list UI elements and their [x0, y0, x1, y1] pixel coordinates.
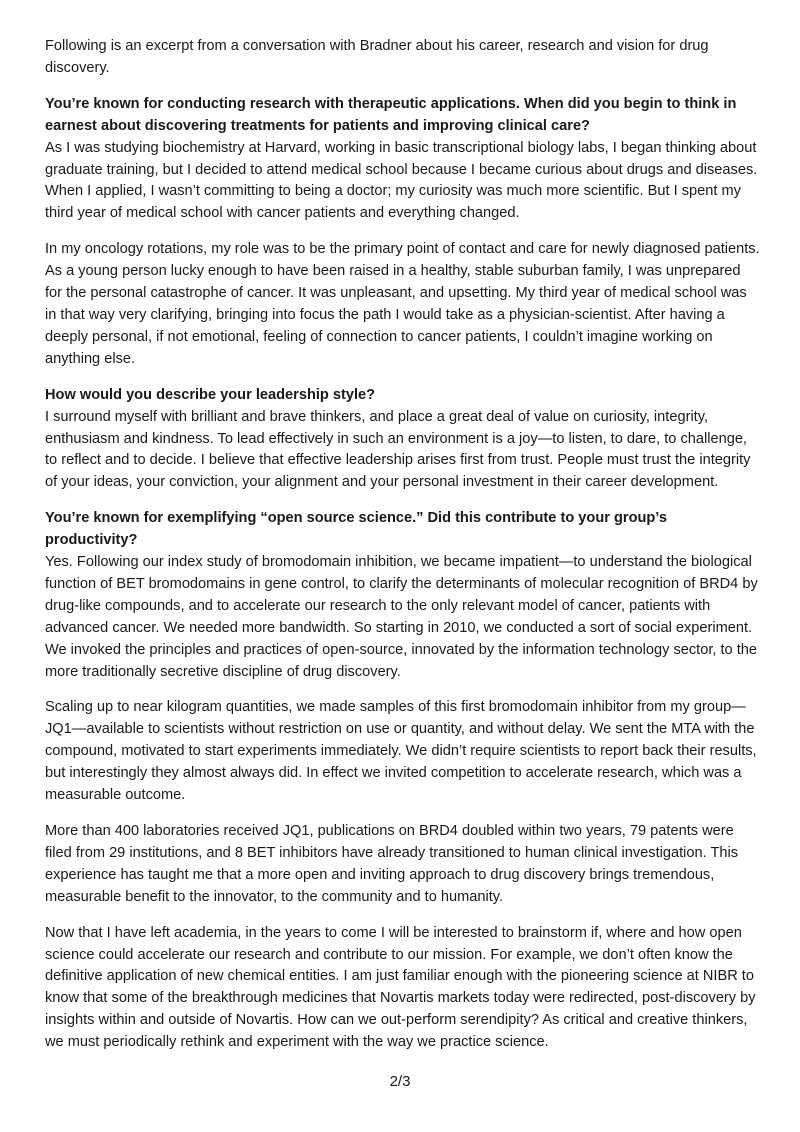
answer-paragraph: Yes. Following our index study of bromodomain inhibition, we became impatient—to understand the biological function of BET bromodomains in gene control, to clarify the determinants of molecular recognition of BRD4 by drug-like compounds, and to accelerate our research to the only relevant model of cancer, patients with advanced cancer. We needed more bandwidth. So starting in 2010, we conducted a sort of social experiment. We invoked the principles and practices of open-source, innovated by the information technology sector, to the more traditionally secretive discipline of drug discovery.	[45, 554, 758, 680]
question-heading: You’re known for conducting research with therapeutic applications. When did you begin to think in earnest about discovering treatments for patients and improving clinical care?	[45, 95, 737, 134]
answer-paragraph: Scaling up to near kilogram quantities, we made samples of this first bromodomain inhibitor from my group—JQ1—available to scientists without restriction on use or quantity, and without delay. We sent the MTA with the compound, motivated to start experiments immediately. We didn’t require scientists to report back their results, but interestingly they almost always did. In effect we invited competition to accelerate research, which was a measurable outcome.	[45, 699, 757, 804]
answer-paragraph: I surround myself with brilliant and brave thinkers, and place a great deal of value on curiosity, integrity, enthusiasm and kindness. To lead effectively in such an environment is a joy—to listen, to dare, to challenge, to reflect and to decide. I believe that effective leadership arises first from trust. People must trust the integrity of your ideas, your conviction, your alignment and your personal investment in their career development.	[45, 408, 751, 491]
answer-paragraph: More than 400 laboratories received JQ1, publications on BRD4 doubled within two years, 79 patents were filed from 29 institutions, and 8 BET inhibitors have already transitioned to human clinical investigation. This experience has taught me that a more open and inviting approach to drug discovery brings tremendous, measurable benefit to the innovator, to the community and to humanity.	[45, 823, 739, 905]
answer-paragraph: In my oncology rotations, my role was to be the primary point of contact and care for newly diagnosed patients. As a young person lucky enough to have been raised in a healthy, stable suburban family, I was unprepared for the personal catastrophe of cancer. It was unpleasant, and upsetting. My third year of medical school was in that way very clarifying, bringing into focus the path I would take as a physician-scientist. After having a deeply personal, if not emotional, feeling of connection to cancer patients, I couldn’t imagine working on anything else.	[45, 241, 760, 367]
question-heading: You’re known for exemplifying “open source science.” Did this contribute to your group’s productivity?	[45, 510, 667, 549]
question-heading: How would you describe your leadership style?	[45, 386, 376, 403]
page-number: 2/3	[389, 1073, 411, 1090]
intro-paragraph: Following is an excerpt from a conversation with Bradner about his career, research and vision for drug discovery.	[45, 38, 709, 76]
answer-paragraph: Now that I have left academia, in the years to come I will be interested to brainstorm if, where and how open science could accelerate our research and contribute to our mission. For example, we don’t often know the definitive application of new chemical entities. I am just familiar enough with the pioneering science at NIBR to know that some of the breakthrough medicines that Novartis markets today were redirected, post-discovery by insights within and outside of Novartis. How can we out-perform serendipity? As critical and creative thinkers, we must periodically rethink and experiment with the way we practice science.	[45, 924, 756, 1051]
article-body	[45, 36, 760, 1068]
answer-paragraph: As I was studying biochemistry at Harvard, working in basic transcriptional biology labs, I began thinking about graduate training, but I decided to attend medical school because I became curious about drugs and diseases. When I applied, I wasn’t committing to being a doctor; my curiosity was much more scientific. But I spent my third year of medical school with cancer patients and everything changed.	[45, 139, 758, 222]
